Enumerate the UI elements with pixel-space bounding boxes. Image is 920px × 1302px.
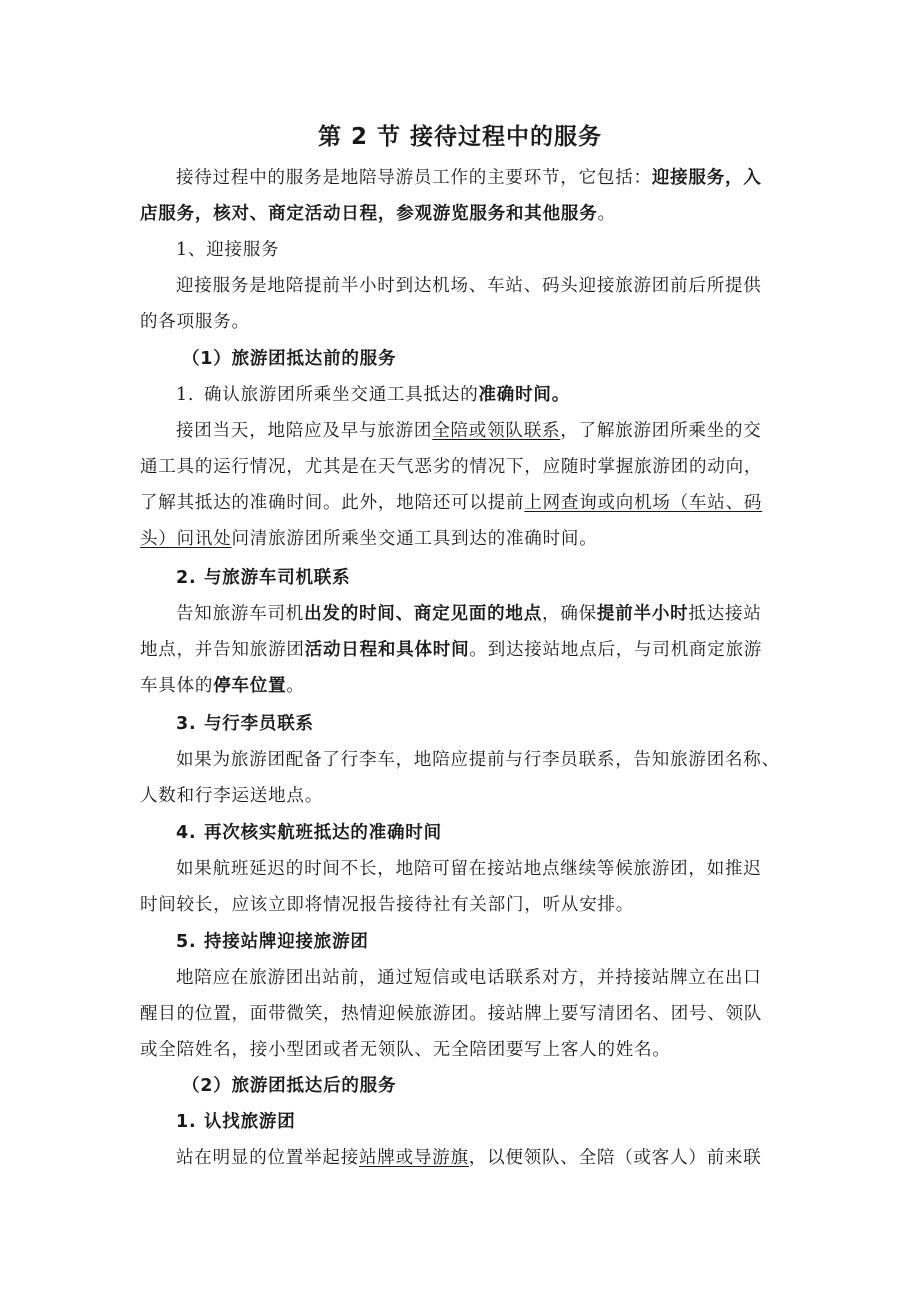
paragraph-line <box>140 485 780 521</box>
item-number: 4. <box>176 823 197 843</box>
item-label: 认找旅游团 <box>204 1112 296 1132</box>
text-span: 车具体的 <box>140 676 214 696</box>
paragraph-line: 如果航班延迟的时间不长，地陪可留在接站地点继续等候旅游团，如推迟 <box>176 859 762 879</box>
numbered-heading <box>176 560 780 596</box>
text-span: ，了解旅游团所乘坐的交 <box>560 421 762 441</box>
underlined-text: 站牌或导游旗 <box>359 1148 469 1168</box>
text-span: ，确保 <box>542 604 597 624</box>
bold-text: 停车位置 <box>213 676 287 696</box>
intro-line-1 <box>176 160 780 196</box>
underlined-text: 全陪或领队联系 <box>432 421 561 441</box>
subsection-heading-after-arrival: （2）旅游团抵达后的服务 <box>182 1076 397 1096</box>
paragraph-line <box>176 1140 780 1176</box>
item-label: 持接站牌迎接旅游团 <box>204 932 369 952</box>
underlined-text: 上网查询或向机场（车站、码 <box>524 493 763 513</box>
bold-text: 活动日程和具体时间 <box>304 640 470 660</box>
item-label: 与行李员联系 <box>204 714 314 734</box>
item-label: 再次核实航班抵达的准确时间 <box>204 823 442 843</box>
intro-bold-text: 店服务，核对、商定活动日程，参观游览服务和其他服务 <box>140 204 598 224</box>
intro-text: 。 <box>597 204 616 224</box>
paragraph-line: 迎接服务是地陪提前半小时到达机场、车站、码头迎接旅游团前后所提供 <box>176 276 762 296</box>
underlined-text: 头）问讯处 <box>140 529 232 549</box>
bold-text: 出发的时间、商定见面的地点 <box>304 604 543 624</box>
paragraph-line: 通工具的运行情况，尤其是在天气恶劣的情况下，应随时掌握旅游团的动向， <box>140 457 763 477</box>
intro-line-2 <box>140 196 780 232</box>
paragraph-line <box>140 521 780 557</box>
text-span: 地点，并告知旅游团 <box>140 640 305 660</box>
numbered-heading <box>176 706 780 742</box>
text-span: 站在明显的位置举起接 <box>176 1148 359 1168</box>
numbered-heading <box>176 815 780 851</box>
paragraph-line <box>140 632 780 668</box>
numbered-item <box>176 377 780 413</box>
text-span: 问清旅游团所乘坐交通工具到达的准确时间。 <box>231 529 598 549</box>
numbered-heading <box>176 1104 780 1140</box>
item-number: 1. <box>176 1112 197 1132</box>
text-span: ，以便领队、全陪（或客人）前来联 <box>468 1148 762 1168</box>
page-title: 第 2 节 接待过程中的服务 <box>317 124 603 150</box>
text-span: 。到达接站地点后，与司机商定旅游 <box>469 640 763 660</box>
text-span: 接团当天，地陪应及早与旅游团 <box>176 421 433 441</box>
paragraph-line: 的各项服务。 <box>140 312 250 332</box>
text-span: 。 <box>286 676 305 696</box>
paragraph-line: 时间较长，应该立即将情况报告接待社有关部门，听从安排。 <box>140 895 635 915</box>
subsection-heading-before-arrival: （1）旅游团抵达前的服务 <box>182 349 397 369</box>
paragraph-line: 或全陪姓名，接小型团或者无领队、无全陪团要写上客人的姓名。 <box>140 1040 671 1060</box>
bold-text: 提前半小时 <box>596 604 689 624</box>
item-bold-text: 准确时间。 <box>478 385 570 405</box>
paragraph-line: 醒目的位置，面带微笑，热情迎候旅游团。接站牌上要写清团名、团号、领队 <box>140 1004 763 1024</box>
paragraph-line: 地陪应在旅游团出站前，通过短信或电话联系对方，并持接站牌立在出口 <box>176 968 762 988</box>
item-number: 3. <box>176 714 197 734</box>
text-span: 了解其抵达的准确时间。此外，地陪还可以提前 <box>140 493 525 513</box>
text-span: 告知旅游车司机 <box>176 604 305 624</box>
item-number: 1. <box>176 385 195 405</box>
item-number: 2. <box>176 568 197 588</box>
intro-bold-text: 迎接服务，入 <box>651 168 762 188</box>
item-label: 与旅游车司机联系 <box>204 568 351 588</box>
paragraph-line <box>176 596 780 632</box>
paragraph-line: 如果为旅游团配备了行李车，地陪应提前与行李员联系，告知旅游团名称、 <box>176 750 780 770</box>
text-span: 抵达接站 <box>688 604 762 624</box>
paragraph-line: 人数和行李运送地点。 <box>140 786 323 806</box>
item-text: 确认旅游团所乘坐交通工具抵达的 <box>204 385 479 405</box>
intro-text: 接待过程中的服务是地陪导游员工作的主要环节，它包括： <box>176 168 652 188</box>
paragraph-line <box>176 413 780 449</box>
paragraph-line <box>140 668 780 704</box>
numbered-heading <box>176 924 780 960</box>
section-heading-pickup: 1、迎接服务 <box>176 240 280 260</box>
item-number: 5. <box>176 932 197 952</box>
